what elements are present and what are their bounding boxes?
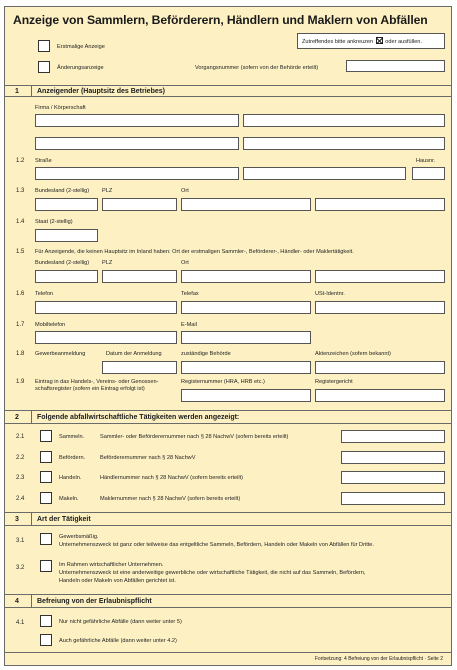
handeln-checkbox[interactable] (40, 471, 52, 483)
divider (31, 85, 32, 97)
befoerdern-label: Befördern. (59, 455, 86, 461)
plz-field[interactable] (102, 198, 177, 211)
ust-field[interactable] (315, 301, 445, 314)
row-number: 2.2 (16, 455, 25, 461)
ort-label: Ort (181, 188, 189, 194)
aktenzeichen-label: Aktenzeichen (sofern bekannt) (315, 351, 391, 357)
strasse-field-2[interactable] (243, 167, 406, 180)
section-2-title: Folgende abfallwirtschaftliche Tätigkeiten werden angezeigt: (37, 414, 240, 421)
wirtschaftlich-checkbox[interactable] (40, 560, 52, 572)
divider (5, 96, 451, 97)
ort-label: Ort (181, 260, 189, 266)
ort-field-3[interactable] (181, 270, 311, 283)
row-number: 2.3 (16, 475, 25, 481)
row-number: 4.1 (16, 620, 25, 626)
firma-label: Firma / Körperschaft (35, 105, 86, 111)
ort-field-2[interactable] (315, 198, 445, 211)
strasse-label: Straße (35, 158, 52, 164)
divider (5, 512, 451, 513)
divider (31, 410, 32, 424)
section-4-number: 4 (15, 598, 19, 605)
registergericht-field[interactable] (315, 389, 445, 402)
row-number: 2.4 (16, 496, 25, 502)
divider (5, 423, 451, 424)
plz-label: PLZ (102, 188, 113, 194)
gefaehrlich-checkbox[interactable] (40, 634, 52, 646)
firma-field-1[interactable] (35, 114, 239, 127)
row-number: 1.9 (16, 379, 25, 385)
firma-field-2[interactable] (243, 114, 445, 127)
section-3-number: 3 (15, 516, 19, 523)
datum-field[interactable] (102, 361, 177, 374)
registernummer-field[interactable] (181, 389, 311, 402)
plz-field-2[interactable] (102, 270, 177, 283)
firma-field-3[interactable] (35, 137, 239, 150)
divider (5, 85, 451, 86)
eintrag-label-2: schaftsregister (sofern ein Eintrag erfolgt ist) (35, 386, 145, 392)
plz-label: PLZ (102, 260, 113, 266)
nicht-gefaehrlich-checkbox[interactable] (40, 615, 52, 627)
eintrag-label-1: Eintrag in das Handels-, Vereins- oder Genossen- (35, 379, 159, 385)
sammeln-nummer-field[interactable] (341, 430, 445, 443)
gewerbsmaessig-checkbox[interactable] (40, 533, 52, 545)
bundesland-label: Bundesland (2-stellig) (35, 188, 90, 194)
aktenzeichen-field[interactable] (315, 361, 445, 374)
email-label: E-Mail (181, 322, 197, 328)
row-number: 3.1 (16, 538, 25, 544)
section-1-number: 1 (15, 88, 19, 95)
section-2-number: 2 (15, 414, 19, 421)
row-number: 1.2 (16, 158, 25, 164)
row-number: 1.8 (16, 351, 25, 357)
aenderung-checkbox[interactable] (38, 61, 50, 73)
makeln-desc: Maklernummer nach § 28 NachwV (sofern bereits erteilt) (100, 496, 241, 502)
section-3-title: Art der Tätigkeit (37, 516, 91, 523)
row-number: 2.1 (16, 434, 25, 440)
row-number: 1.4 (16, 219, 25, 225)
sammeln-checkbox[interactable] (40, 430, 52, 442)
divider (5, 410, 451, 411)
row-number: 1.3 (16, 188, 25, 194)
ort-field-4[interactable] (315, 270, 445, 283)
row-number: 1.7 (16, 322, 25, 328)
row-number: 1.6 (16, 291, 25, 297)
befoerdern-checkbox[interactable] (40, 451, 52, 463)
datum-label: Datum der Anmeldung (106, 351, 162, 357)
handeln-desc: Händlernummer nach § 28 NachwV (sofern bereits erteilt) (100, 475, 244, 481)
makeln-label: Makeln. (59, 496, 79, 502)
divider (5, 607, 451, 608)
divider (5, 594, 451, 595)
vorgangsnummer-label: Vorgangsnummer (sofern von der Behörde erteilt) (195, 65, 319, 71)
divider (5, 652, 451, 653)
telefon-label: Telefon (35, 291, 54, 297)
registernummer-label: Registernummer (HRA, HRB etc.) (181, 379, 265, 385)
ust-label: USt-Identnr. (315, 291, 345, 297)
telefax-field[interactable] (181, 301, 311, 314)
telefon-field[interactable] (35, 301, 177, 314)
section-1-title: Anzeigender (Hauptsitz des Betriebes) (37, 88, 165, 95)
footer-continuation: Fortsetzung: 4 Befreiung von der Erlaubnispflicht · Seite 2 (314, 656, 443, 662)
vorgangsnummer-field[interactable] (346, 60, 445, 72)
form-title: Anzeige von Sammlern, Beförderern, Händlern und Maklern von Abfällen (13, 13, 428, 27)
divider (31, 594, 32, 608)
row-number: 1.5 (16, 249, 25, 255)
bundesland-label: Bundesland (2-stellig) (35, 260, 90, 266)
gewerbsmaessig-label: Gewerbsmäßig. (59, 534, 99, 540)
handeln-label: Handeln. (59, 475, 82, 481)
row-number: 3.2 (16, 565, 25, 571)
bundesland-field[interactable] (35, 198, 98, 211)
firma-field-4[interactable] (243, 137, 445, 150)
ort-field-1[interactable] (181, 198, 311, 211)
registergericht-label: Registergericht (315, 379, 353, 385)
wirtschaftlich-label: Im Rahmen wirtschaftlicher Unternehmen. (59, 562, 164, 568)
telefax-label: Telefax (181, 291, 199, 297)
erstmalig-label: Erstmalige Anzeige (57, 44, 105, 50)
mobil-label: Mobiltelefon (35, 322, 66, 328)
wirtschaftlich-desc-1: Unternehmenszweck ist eine anderweitige gewerbliche oder wirtschaftliche Tätigkeit, die nicht auf das Sammeln, Befördern, (59, 570, 366, 576)
hausnr-label: Hausnr. (416, 158, 436, 164)
befoerdern-nummer-field[interactable] (341, 451, 445, 464)
gefaehrlich-label: Auch gefährliche Abfälle (dann weiter unter 4.2) (59, 638, 177, 644)
nicht-gefaehrlich-label: Nur nicht gefährliche Abfälle (dann weiter unter 5) (59, 619, 182, 625)
sammeln-label: Sammeln. (59, 434, 85, 440)
gewerbe-label: Gewerbeanmeldung (35, 351, 86, 357)
handeln-nummer-field[interactable] (341, 471, 445, 484)
form-page (4, 6, 452, 666)
bundesland-field-2[interactable] (35, 270, 98, 283)
staat-label: Staat (2-stellig) (35, 219, 73, 225)
divider (5, 525, 451, 526)
email-field[interactable] (181, 331, 311, 344)
befoerdern-desc: Beförderernummer nach § 28 NachwV (100, 455, 196, 461)
behoerde-label: zuständige Behörde (181, 351, 231, 357)
behoerde-field[interactable] (181, 361, 311, 374)
sammeln-desc: Sammler- oder Beförderernummer nach § 28 NachwV (sofern bereits erteilt) (100, 434, 289, 440)
makeln-checkbox[interactable] (40, 492, 52, 504)
makeln-nummer-field[interactable] (341, 492, 445, 505)
wirtschaftlich-desc-2: Handeln oder Makeln von Abfällen gerichtet ist. (59, 578, 176, 584)
erstmalig-checkbox[interactable] (38, 40, 50, 52)
mobil-field[interactable] (35, 331, 177, 344)
strasse-field-1[interactable] (35, 167, 239, 180)
cross-mark-icon (376, 37, 383, 44)
ausland-note: Für Anzeigende, die keinen Hauptsitz im Inland haben: Ort der erstmaligen Sammler-, Beförderer-, Händler- oder Maklertätigkeit. (35, 249, 354, 255)
staat-field[interactable] (35, 229, 98, 242)
aenderung-label: Änderungsanzeige (57, 65, 104, 71)
section-4-title: Befreiung von der Erlaubnispflicht (37, 598, 152, 605)
gewerbsmaessig-desc: Unternehmenszweck ist ganz oder teilweise das entgeltliche Sammeln, Befördern, Handeln oder Makeln von Abfällen für Dritte. (59, 542, 374, 548)
hint-text: Zutreffendes bitte ankreuzen oder ausfüllen. (302, 39, 422, 45)
divider (31, 512, 32, 526)
hausnr-field[interactable] (412, 167, 445, 180)
